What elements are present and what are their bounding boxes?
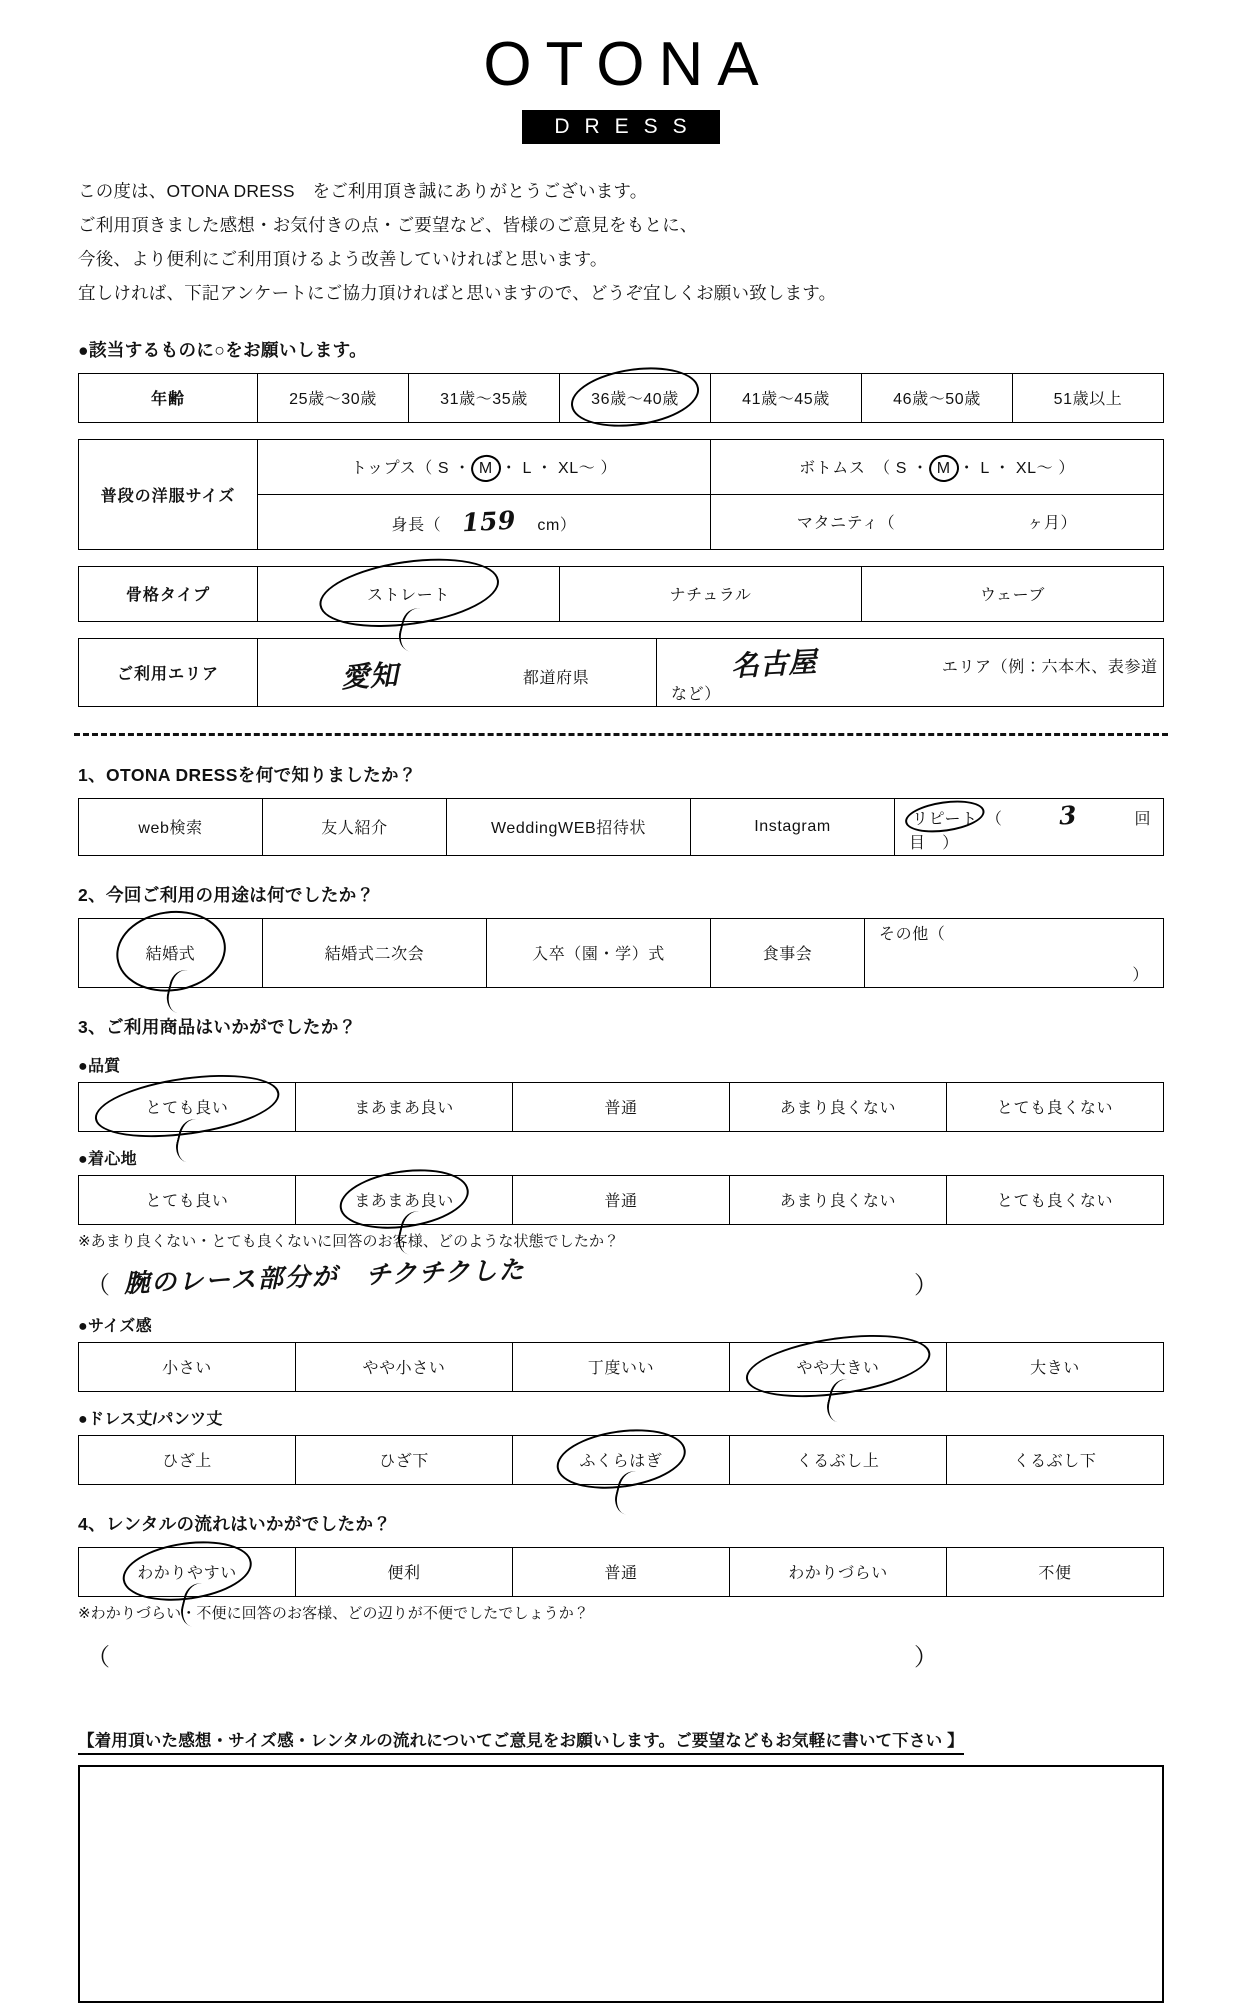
section-divider: [74, 733, 1168, 736]
height-value: 159: [461, 505, 518, 538]
tops-prefix-label: トップス（ S ・: [350, 460, 471, 477]
q4-option-normal[interactable]: 普通: [513, 1547, 730, 1596]
maternity-label-right: ヶ月）: [1027, 515, 1078, 532]
comfort-option-fairly-good[interactable]: [296, 1175, 513, 1224]
age-table: [78, 373, 1164, 423]
q3-fit-label: ●サイズ感: [78, 1317, 152, 1335]
paren-right: ）: [914, 1643, 938, 1671]
q2-option-dinner[interactable]: 食事会: [711, 918, 865, 987]
clothing-size-table: [78, 439, 1164, 550]
quality-option-very-bad[interactable]: とても良くない: [947, 1082, 1164, 1131]
body-type-straight-label: ストレート: [366, 587, 450, 604]
comment-textarea[interactable]: [78, 1765, 1164, 2003]
q1-option-friend[interactable]: 友人紹介: [263, 798, 447, 855]
prefecture-label-text: 都道府県: [522, 670, 590, 687]
intro-line-1: この度は、OTONA DRESS をご利用頂き誠にありがとうございます。: [78, 181, 648, 201]
bottoms-selected-label: M: [936, 460, 951, 477]
q3-length-label: ●ドレス丈/パンツ丈: [78, 1410, 223, 1428]
q4-option-convenient[interactable]: 便利: [296, 1547, 513, 1596]
length-option-calf[interactable]: [513, 1435, 730, 1484]
table-row: [79, 638, 1164, 706]
q2-option-wedding[interactable]: [79, 918, 263, 987]
logo-otona-text: OTONA: [483, 30, 773, 99]
table-row: [79, 1175, 1164, 1224]
q1-option-web-search[interactable]: web検索: [79, 798, 263, 855]
q1-option-instagram[interactable]: Instagram: [691, 798, 895, 855]
length-calf-label: ふくらはぎ: [579, 1453, 663, 1470]
age-row-label: 年齢: [79, 373, 258, 422]
q3-comfort-answer-line[interactable]: [78, 1255, 1164, 1313]
q3-comfort-note: ※あまり良くない・とても良くないに回答のお客様、どのような状態でしたか？: [78, 1232, 620, 1250]
q3-title: 3、ご利用商品はいかがでしたか？: [78, 1016, 357, 1037]
q4-option-hard[interactable]: わかりづらい: [730, 1547, 947, 1596]
quality-option-fairly-good[interactable]: まあまあ良い: [296, 1082, 513, 1131]
length-option-above-ankle[interactable]: くるぶし上: [730, 1435, 947, 1484]
q3-length-table: [78, 1435, 1164, 1485]
intro-line-4: 宜しければ、下記アンケートにご協力頂ければと思いますので、どうぞ宜しくお願い致します。: [78, 283, 837, 304]
q3-fit-table: [78, 1342, 1164, 1392]
intro-line-2: ご利用頂きました感想・お気付きの点・ご要望など、皆様のご意見をもとに、: [78, 215, 698, 236]
q4-table: [78, 1547, 1164, 1597]
length-option-below-ankle[interactable]: くるぶし下: [947, 1435, 1164, 1484]
quality-very-good-label: とても良い: [145, 1100, 229, 1117]
length-option-above-knee[interactable]: ひざ上: [79, 1435, 296, 1484]
table-row: [79, 373, 1164, 422]
tops-size-cell[interactable]: [258, 439, 711, 494]
quality-option-very-good[interactable]: [79, 1082, 296, 1131]
comfort-option-very-good[interactable]: とても良い: [79, 1175, 296, 1224]
fit-option-slightly-small[interactable]: やや小さい: [296, 1342, 513, 1391]
age-option-41-45[interactable]: 41歳〜45歳: [711, 373, 862, 422]
body-type-row-label: 骨格タイプ: [79, 566, 258, 621]
profile-heading: ●該当するものに○をお願いします。: [78, 339, 368, 360]
body-type-option-wave[interactable]: ウェーブ: [862, 566, 1164, 621]
table-row: [79, 918, 1164, 987]
q2-other-close: ）: [1132, 966, 1149, 984]
intro-line-3: 今後、より便利にご利用頂けるよう改善していければと思います。: [78, 249, 608, 270]
q4-option-easy[interactable]: [79, 1547, 296, 1596]
area-name-cell[interactable]: [657, 638, 1164, 706]
q3-quality-label: ●品質: [78, 1057, 121, 1075]
q2-other-label: その他（: [879, 925, 946, 943]
q2-option-other[interactable]: [865, 918, 1164, 987]
area-value: 名古屋: [730, 644, 818, 683]
q1-option-repeat[interactable]: [895, 798, 1164, 855]
paren-right: ）: [914, 1271, 938, 1299]
q2-wedding-label: 結婚式: [145, 946, 196, 963]
table-row: [79, 1082, 1164, 1131]
fit-option-small[interactable]: 小さい: [79, 1342, 296, 1391]
logo-dress-text: DRESS: [522, 110, 719, 144]
prefecture-value: 愛知: [339, 658, 399, 695]
q1-repeat-selected[interactable]: [909, 806, 981, 829]
maternity-value: [900, 525, 1022, 531]
q2-table: [78, 918, 1164, 988]
comfort-option-not-very-good[interactable]: あまり良くない: [730, 1175, 947, 1224]
table-row: [79, 439, 1164, 494]
tops-selected-label: M: [478, 460, 493, 477]
q4-option-inconvenient[interactable]: 不便: [947, 1547, 1164, 1596]
q4-answer-line[interactable]: [78, 1627, 1164, 1685]
body-type-table: [78, 566, 1164, 622]
quality-option-not-very-good[interactable]: あまり良くない: [730, 1082, 947, 1131]
q4-easy-label: わかりやすい: [137, 1565, 237, 1582]
age-option-46-50[interactable]: 46歳〜50歳: [862, 373, 1013, 422]
comfort-option-very-bad[interactable]: とても良くない: [947, 1175, 1164, 1224]
brand-logo: [0, 0, 1242, 144]
comfort-fairly-good-label: まあまあ良い: [354, 1193, 454, 1210]
age-option-36-40[interactable]: [560, 373, 711, 422]
prefecture-label: [523, 670, 589, 687]
q3-comfort-label: ●着心地: [78, 1150, 137, 1168]
quality-option-normal[interactable]: 普通: [513, 1082, 730, 1131]
q1-table: [78, 798, 1164, 856]
bottoms-selected-size[interactable]: [934, 460, 954, 478]
q3-quality-table: [78, 1082, 1164, 1132]
maternity-label-left: マタニティ（: [796, 515, 896, 532]
paren-left: （: [86, 1271, 110, 1299]
fit-option-just-right[interactable]: 丁度いい: [513, 1342, 730, 1391]
table-row: [79, 798, 1164, 855]
clothing-size-row-label: 普段の洋服サイズ: [79, 439, 258, 549]
paren-left: （: [86, 1643, 110, 1671]
bottoms-prefix-label: ボトムス （ S ・: [799, 460, 929, 477]
q3-comfort-answer: 腕のレース部分が チクチクした: [123, 1254, 527, 1298]
q1-repeat-label: リピート: [912, 810, 978, 828]
comfort-option-normal[interactable]: 普通: [513, 1175, 730, 1224]
q1-repeat-count: 3: [1058, 800, 1079, 830]
q1-option-wedding-web[interactable]: WeddingWEB招待状: [447, 798, 691, 855]
prefecture-cell[interactable]: [258, 638, 657, 706]
q1-repeat-suffix: 回目 ）: [909, 810, 1152, 852]
age-option-36-40-label: 36歳〜40歳: [591, 391, 679, 408]
age-option-25-30[interactable]: 25歳〜30歳: [258, 373, 409, 422]
body-type-option-natural[interactable]: ナチュラル: [560, 566, 862, 621]
q4-note: ※わかりづらい・不便に回答のお客様、どの辺りが不便でしたでしょうか？: [78, 1604, 589, 1622]
area-table: [78, 638, 1164, 707]
bottoms-size-cell[interactable]: [711, 439, 1164, 494]
fit-option-large[interactable]: 大きい: [947, 1342, 1164, 1391]
maternity-cell[interactable]: [711, 494, 1164, 549]
q4-title: 4、レンタルの流れはいかがでしたか？: [78, 1513, 392, 1534]
q1-repeat-paren-left: （: [985, 810, 1003, 828]
intro-paragraph: [78, 174, 1242, 311]
fit-slightly-large-label: やや大きい: [796, 1360, 880, 1377]
height-label-left: 身長（: [391, 517, 442, 534]
height-label-right: cm）: [537, 517, 577, 534]
q2-option-ceremony[interactable]: 入卒（園・学）式: [487, 918, 711, 987]
body-type-option-straight[interactable]: [258, 566, 560, 621]
tops-selected-size[interactable]: [476, 460, 496, 478]
q2-other-value: [879, 949, 1161, 964]
table-row: [79, 1435, 1164, 1484]
height-cell[interactable]: [258, 494, 711, 549]
length-option-below-knee[interactable]: ひざ下: [296, 1435, 513, 1484]
bottoms-suffix-label: ・ L ・ XL〜 ）: [958, 460, 1075, 477]
tops-suffix-label: ・ L ・ XL〜 ）: [500, 460, 618, 477]
age-option-31-35[interactable]: 31歳〜35歳: [409, 373, 560, 422]
q2-option-afterparty[interactable]: 結婚式二次会: [263, 918, 487, 987]
table-row: [79, 1342, 1164, 1391]
area-row-label: ご利用エリア: [79, 638, 258, 706]
area-label-text: エリア（例：六本木、表参道など）: [671, 658, 1158, 703]
table-row: [79, 566, 1164, 621]
q2-title: 2、今回ご利用の用途は何でしたか？: [78, 884, 375, 905]
age-option-51-plus[interactable]: 51歳以上: [1013, 373, 1164, 422]
table-row: [79, 1547, 1164, 1596]
q1-title: 1、OTONA DRESSを何で知りましたか？: [78, 764, 417, 785]
fit-option-slightly-large[interactable]: [730, 1342, 947, 1391]
q3-comfort-table: [78, 1175, 1164, 1225]
comment-heading: 【着用頂いた感想・サイズ感・レンタルの流れについてご意見をお願いします。ご要望などもお気軽に書いて下さい 】: [78, 1727, 964, 1755]
